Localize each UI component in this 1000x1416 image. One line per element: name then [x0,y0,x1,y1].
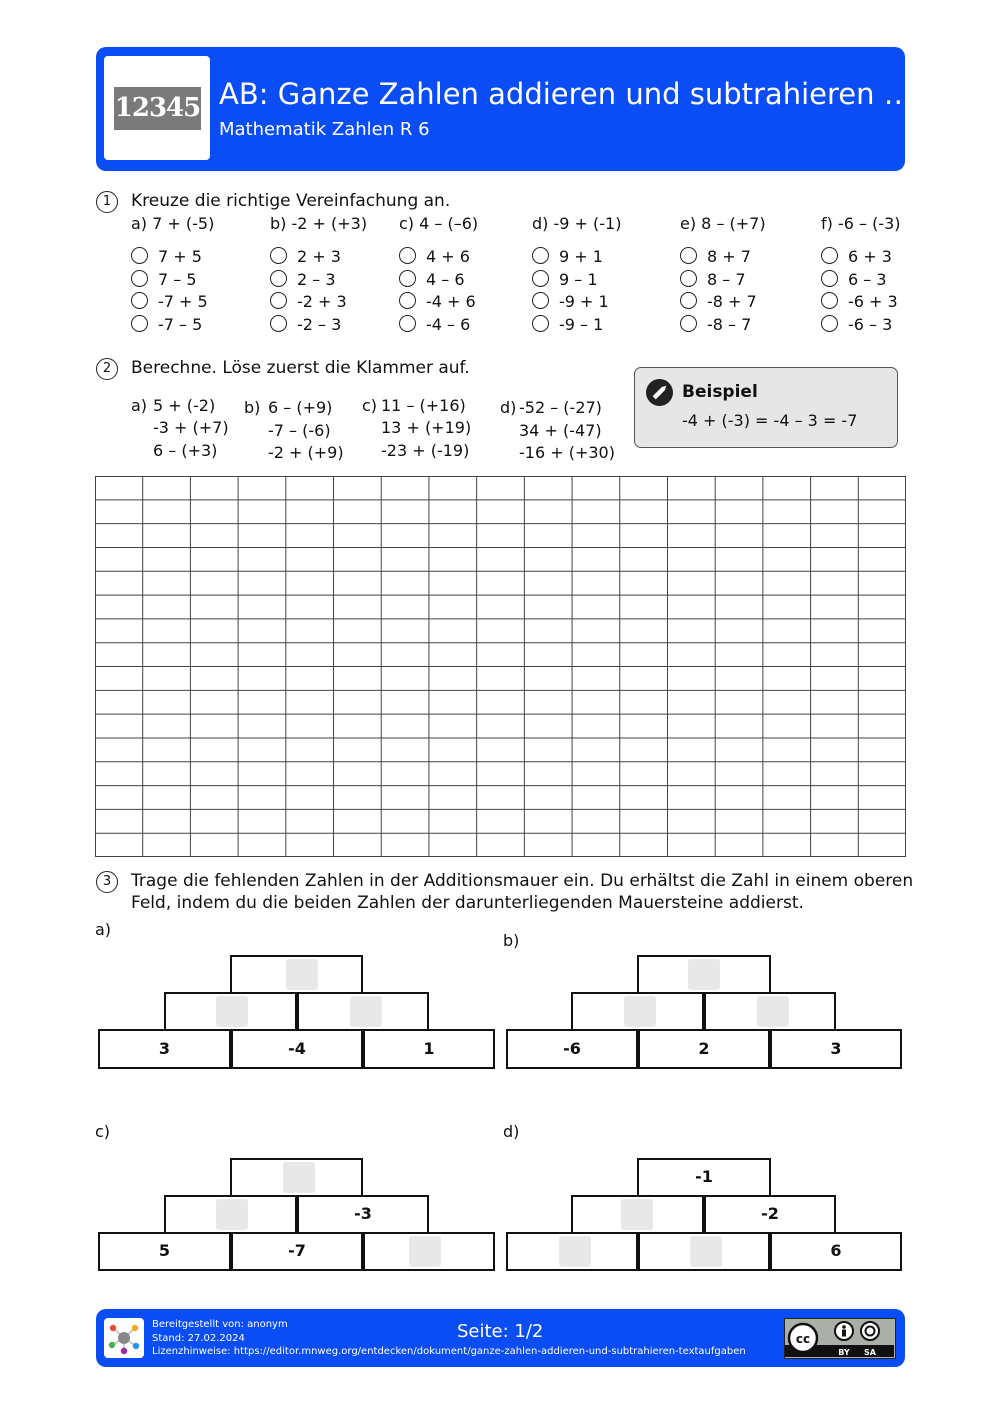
task3-instruction-line2: Feld, indem du die beiden Zahlen der darunterliegenden Mauersteine addierst. [131,893,804,913]
blank-cell[interactable] [757,996,789,1027]
radio-icon[interactable] [821,247,838,264]
svg-text:BY: BY [838,1348,850,1357]
task1-option[interactable]: 4 + 6 [399,247,470,266]
footer-license-link[interactable]: Lizenzhinweise: https://editor.mnweg.org/entdecken/dokument/ganze-zahlen-addieren-und-subtrahieren-textaufgaben [152,1346,746,1357]
task1-option[interactable]: -4 – 6 [399,315,470,334]
brick-bottom-mid: 2 [638,1029,770,1069]
task3-number: 3 [96,871,118,893]
task1-option[interactable]: -8 + 7 [680,292,757,311]
task1-option[interactable]: -2 + 3 [270,292,347,311]
example-text: -4 + (-3) = -4 – 3 = -7 [682,411,858,430]
task2-number: 2 [96,358,118,380]
blank-cell[interactable] [559,1236,591,1267]
task1-col-head: b) -2 + (+3) [270,214,368,233]
task1-col-head: d) -9 + (-1) [532,214,622,233]
radio-icon[interactable] [131,315,148,332]
task2-line: -23 + (-19) [381,441,470,460]
task1-option[interactable]: -4 + 6 [399,292,476,311]
task1-option[interactable]: 6 – 3 [821,270,887,289]
svg-text:SA: SA [864,1348,876,1357]
radio-icon[interactable] [270,315,287,332]
task1-option[interactable]: -6 + 3 [821,292,898,311]
task1-option[interactable]: -7 – 5 [131,315,202,334]
task2-group-label: d) [500,398,517,417]
radio-icon[interactable] [270,292,287,309]
wall-label: d) [503,1122,520,1141]
brick-bottom-mid: -7 [231,1232,363,1271]
task1-option[interactable]: -8 – 7 [680,315,751,334]
task2-line: 6 – (+9) [268,398,333,417]
task1-option[interactable]: 2 – 3 [270,270,336,289]
radio-icon[interactable] [821,270,838,287]
task2-instruction: Berechne. Löse zuerst die Klammer auf. [131,358,470,378]
task1-option[interactable]: -2 – 3 [270,315,341,334]
radio-icon[interactable] [399,315,416,332]
mnweg-logo-icon [104,1318,144,1358]
answer-grid[interactable] [95,476,906,857]
footer-provided-by: Bereitgestellt von: anonym [152,1319,288,1330]
brick-bottom-right: 1 [363,1029,495,1069]
blank-cell[interactable] [216,996,248,1027]
example-box [634,367,898,448]
task2-group-label: a) [131,396,148,415]
brick-bottom-right: 6 [770,1232,902,1271]
pencil-icon [646,379,673,406]
radio-icon[interactable] [399,247,416,264]
task2-line: -7 – (-6) [268,421,331,440]
footer-date: Stand: 27.02.2024 [152,1333,245,1344]
task1-option[interactable]: 9 – 1 [532,270,598,289]
brick-bottom-right: 3 [770,1029,902,1069]
blank-cell[interactable] [690,1236,722,1267]
radio-icon[interactable] [821,315,838,332]
blank-cell[interactable] [216,1199,248,1230]
task1-option[interactable]: 4 – 6 [399,270,465,289]
task1-option[interactable]: -9 + 1 [532,292,609,311]
radio-icon[interactable] [131,247,148,264]
task2-line: 34 + (-47) [519,421,602,440]
radio-icon[interactable] [270,247,287,264]
task1-option[interactable]: 6 + 3 [821,247,892,266]
task2-line: -52 – (-27) [519,398,602,417]
task2-line: 6 – (+3) [153,441,218,460]
task1-option[interactable]: 7 – 5 [131,270,197,289]
radio-icon[interactable] [399,292,416,309]
page-title: AB: Ganze Zahlen addieren und subtrahieren … [219,77,913,111]
radio-icon[interactable] [532,292,549,309]
logo-number: 12345 [114,87,201,130]
brick-mid-right: -3 [297,1195,429,1234]
task2-group-label: c) [362,396,378,415]
cc-license-icon[interactable] [784,1318,896,1359]
wall-label: a) [95,920,112,939]
task1-option[interactable]: -6 – 3 [821,315,892,334]
page-number: Seite: 1/2 [457,1321,544,1342]
blank-cell[interactable] [286,959,318,990]
brick-bottom-left: 5 [98,1232,231,1271]
radio-icon[interactable] [131,270,148,287]
brick-top: -1 [637,1158,771,1197]
task2-group-label: b) [244,398,261,417]
task2-line: 11 – (+16) [381,396,466,415]
radio-icon[interactable] [399,270,416,287]
task1-instruction: Kreuze die richtige Vereinfachung an. [131,191,451,211]
task1-option[interactable]: 8 + 7 [680,247,751,266]
task1-option[interactable]: 8 – 7 [680,270,746,289]
blank-cell[interactable] [283,1162,315,1193]
radio-icon[interactable] [532,270,549,287]
wall-label: b) [503,931,520,950]
task1-option[interactable]: -7 + 5 [131,292,208,311]
radio-icon[interactable] [270,270,287,287]
task2-line: 13 + (+19) [381,418,472,437]
radio-icon[interactable] [680,315,697,332]
blank-cell[interactable] [409,1236,441,1267]
example-title: Beispiel [682,382,758,402]
task1-option[interactable]: 2 + 3 [270,247,341,266]
blank-cell[interactable] [350,996,382,1027]
task2-line: 5 + (-2) [153,396,216,415]
radio-icon[interactable] [131,292,148,309]
task1-option[interactable]: 9 + 1 [532,247,603,266]
task2-line: -2 + (+9) [268,443,344,462]
radio-icon[interactable] [680,247,697,264]
radio-icon[interactable] [680,270,697,287]
radio-icon[interactable] [532,247,549,264]
brick-mid-right: -2 [704,1195,836,1234]
wall-label: c) [95,1122,111,1141]
brick-bottom-left: 3 [98,1029,231,1069]
task1-option[interactable]: 7 + 5 [131,247,202,266]
task1-option[interactable]: -9 – 1 [532,315,603,334]
blank-cell[interactable] [621,1199,653,1230]
task1-col-head: f) -6 – (-3) [821,214,901,233]
blank-cell[interactable] [624,996,656,1027]
radio-icon[interactable] [532,315,549,332]
task1-col-head: e) 8 – (+7) [680,214,766,233]
task1-col-head: a) 7 + (-5) [131,214,215,233]
radio-icon[interactable] [821,292,838,309]
svg-text:cc: cc [795,1332,811,1346]
brick-bottom-left: -6 [506,1029,638,1069]
page-subtitle: Mathematik Zahlen R 6 [219,119,430,140]
task3-instruction-line1: Trage die fehlenden Zahlen in der Additionsmauer ein. Du erhältst die Zahl in einem oberen [131,871,914,891]
task1-col-head: c) 4 – (–6) [399,214,479,233]
radio-icon[interactable] [680,292,697,309]
blank-cell[interactable] [688,959,720,990]
task1-number: 1 [96,191,118,213]
task2-line: -16 + (+30) [519,443,615,462]
brick-bottom-mid: -4 [231,1029,363,1069]
task2-line: -3 + (+7) [153,418,229,437]
